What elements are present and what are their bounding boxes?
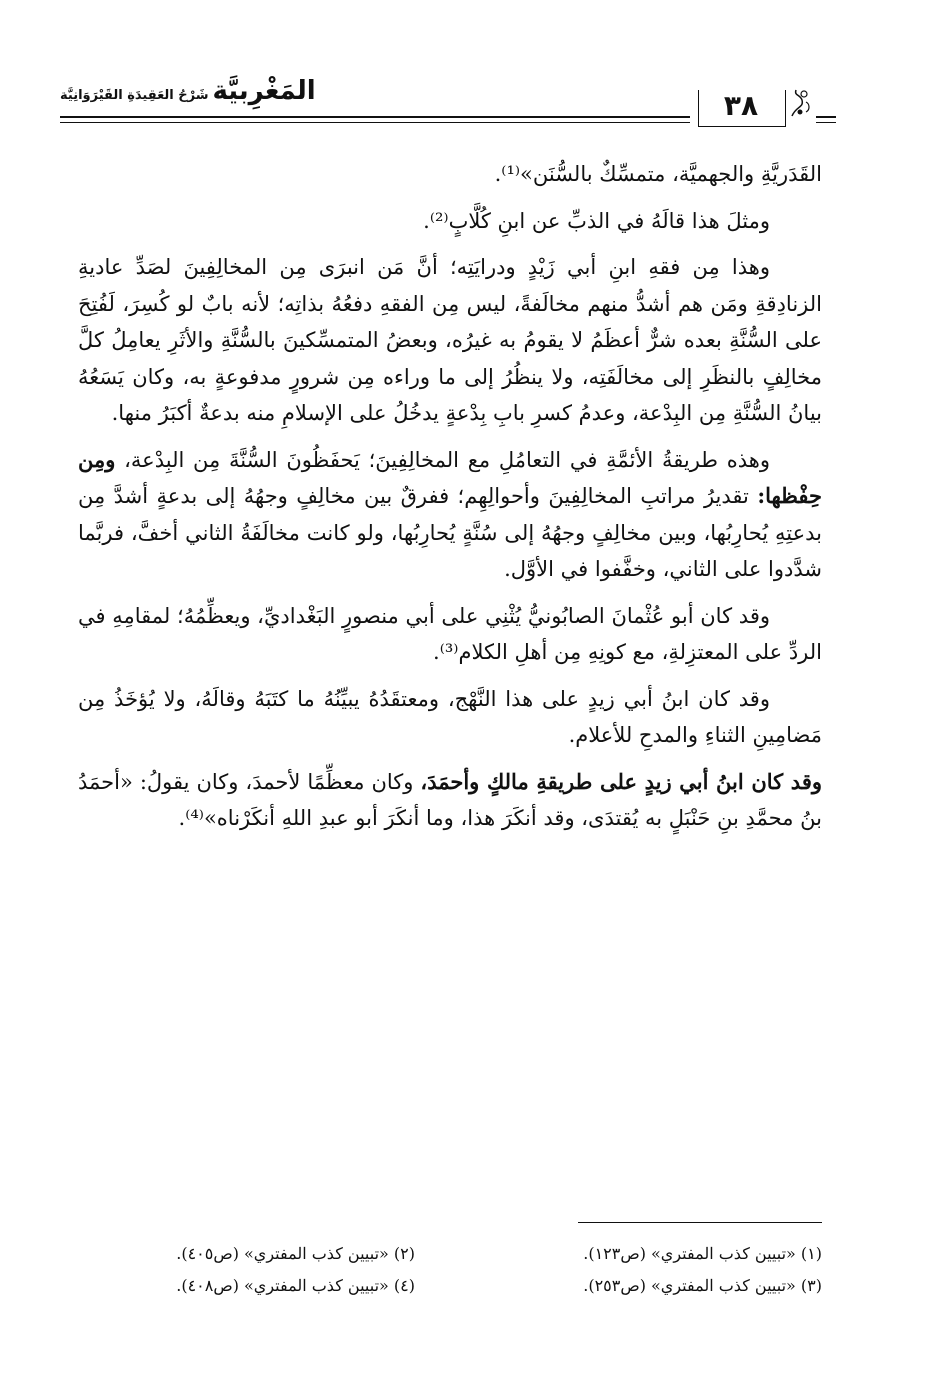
- paragraph: [78, 764, 822, 837]
- footnote-number: (٢): [393, 1244, 415, 1263]
- running-header: [60, 72, 836, 134]
- footnote-text: «تبيين كذب المفتري» (ص٤٠٥).: [176, 1244, 389, 1263]
- paragraph-text: وهذه طريقةُ الأئمَّةِ في التعامُلِ مع المخالِفِينَ؛ يَحفَظُونَ السُّنَّةَ مِن البِدْعة،: [115, 447, 770, 472]
- page-number: ٣٨: [723, 89, 759, 122]
- paragraph: وقد كان ابنُ أبي زيدٍ على هذا النَّهْج، ومعتقَدُهُ يبيِّنُهُ ما كتَبَهُ وقالَهُ، ولا يُؤخَذُ مِن مَضامِينِ الثناءِ والمدحِ للأعلام.: [78, 686, 822, 747]
- book-title: [60, 74, 316, 113]
- paragraph: وقد كان أبو عُثْمانَ الصابُونيُّ يُثْنِي على أبي منصورٍ البَغْداديِّ، ويعظِّمُهُ؛ لمقامِهِ في الردِّ على المعتزِلةِ، مع كونِهِ مِن أهلِ الكلام⁽³⁾.: [78, 603, 822, 664]
- footnotes: [96, 1238, 822, 1302]
- paragraph-emphasis: وقد كان ابنُ أبي زيدٍ على طريقةِ مالكٍ وأحمَدَ،: [420, 768, 822, 794]
- footnote-1: [503, 1238, 822, 1270]
- footnote-number: (٤): [393, 1276, 415, 1295]
- footnote-row: [96, 1238, 822, 1270]
- book-title-main: المَغْرِبيَّة: [212, 76, 316, 106]
- footnote-row: [96, 1270, 822, 1302]
- paragraph-text: وكان معظِّمًا لأحمدَ، وكان يقولُ: «أحمَدُ بنُ محمَّدِ بنِ حَنْبَلٍ به يُقتدَى، وقد أنكَرَ هذا، وما أنكَرَ أبو عبدِ اللهِ أنكَرْناه»⁽⁴⁾.: [78, 769, 822, 830]
- paragraph-text: تقديرُ مراتبِ المخالِفِينَ وأحوالِهِم؛ ففرقٌ بين مخالِفٍ وجهُهُ إلى بدعةٍ أشدَّ مِن بدعتِهِ يُحارِبُها، وبين مخالِفٍ وجهُهُ إلى سُنَّةٍ يُحارِبُها، ولو كانت مخالَفَةُ الثاني أخفَّ، فربَّما شدَّدوا على الثاني، وخفَّفوا في الأوَّل.: [78, 484, 822, 581]
- paragraph: [78, 442, 822, 588]
- book-title-subtitle: شَرْحُ العَقِيدَةِ القَيْرَوَانِيَّة: [60, 88, 209, 103]
- footnote-separator: [578, 1222, 822, 1223]
- paragraph: ومثلَ هذا قالَهُ في الذبِّ عن ابنِ كُلَّابٍ⁽²⁾.: [423, 208, 770, 233]
- paragraph: وهذا مِن فقهِ ابنِ أبي زَيْدٍ ودرايَتِه؛ أنَّ مَن انبرَى مِن المخالِفِينَ لصَدِّ عاديةِ الزنادِقةِ ومَن هم أشدُّ منهم مخالَفةً، ليس مِن الفقهِ دفعُهُ بذاتِه؛ لأنه بابٌ لو كُسِرَ، لَفُتِحَ على السُّنَّةِ بعده شرٌّ أعظَمُ لا يقومُ به غيرُه، وبعضُ المتمسِّكينَ بالسُّنَّةِ والأثَرِ يعامِلُ كلَّ مخالِفٍ بالنظَرِ إلى مخالَفَتِه، ولا ينظُرُ إلى ما وراءه مِن شرورٍ مدفوعةٍ به، وكان يَسَعُهُ بيانُ السُّنَّةِ مِن البِدْعة، وعدمُ كسرِ بابِ بِدْعةٍ يدخُلُ على الإسلامِ منه بدعةٌ أكبَرُ منها.: [78, 255, 822, 425]
- footnote-number: (١): [800, 1244, 822, 1263]
- footnote-number: (٣): [800, 1276, 822, 1295]
- footnote-4: [96, 1270, 415, 1302]
- flourish-ornament-icon: [788, 86, 814, 126]
- page-number-box: [690, 86, 816, 132]
- main-text: [78, 156, 822, 847]
- footnote-2: [96, 1238, 415, 1270]
- paragraph: القَدَريَّةِ والجهميَّة، متمسِّكٌ بالسُّنَن»⁽¹⁾.: [494, 162, 822, 186]
- paragraph-emphasis: ومِن حِفْظها:: [78, 446, 822, 508]
- footnote-text: «تبيين كذب المفتري» (ص١٢٣).: [583, 1244, 796, 1263]
- footnote-text: «تبيين كذب المفتري» (ص٤٠٨).: [176, 1276, 389, 1295]
- footnote-3: [503, 1270, 822, 1302]
- footnote-text: «تبيين كذب المفتري» (ص٢٥٣).: [583, 1276, 796, 1295]
